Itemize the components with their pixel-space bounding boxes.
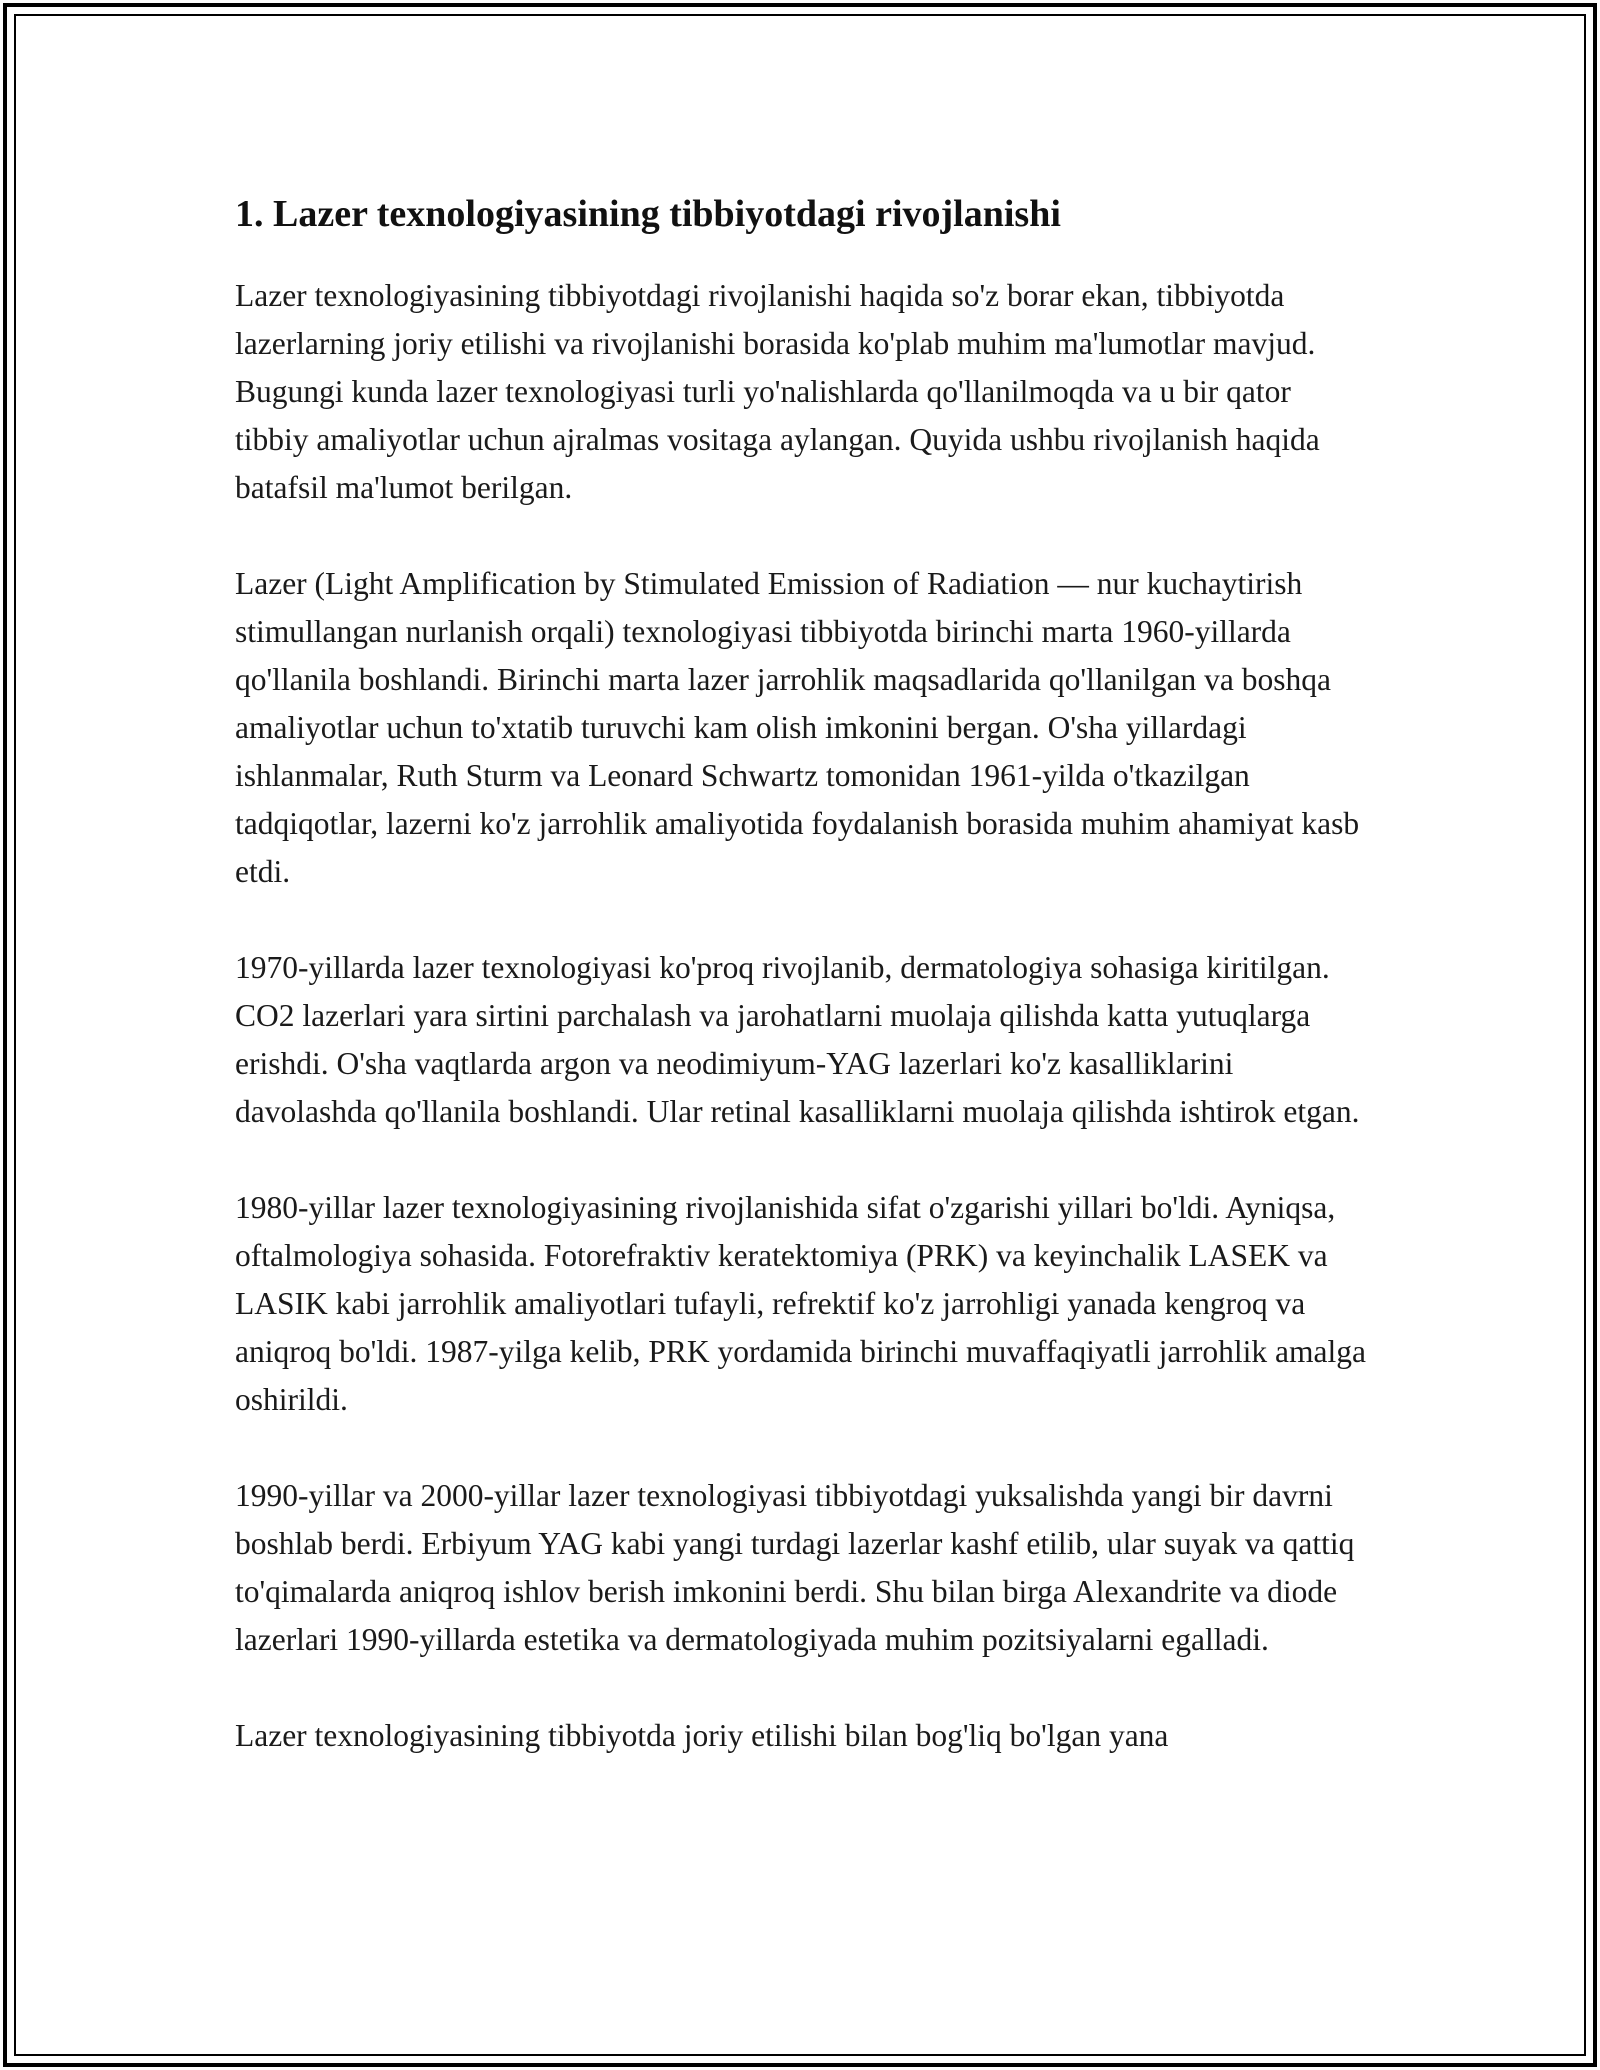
document-body: [235, 186, 1370, 1808]
paragraph-continuation: Lazer texnologiyasining tibbiyotda joriy etilishi bilan bog'liq bo'lgan yana: [235, 1718, 1169, 1753]
paragraph-1960s: Lazer (Light Amplification by Stimulated Emission of Radiation — nur kuchaytirish stimullangan nurlanish orqali) texnologiyasi tibbiyotda birinchi marta 1960-yillarda qo'llanila boshlandi. Birinchi marta lazer jarrohlik maqsadlarida qo'llanilgan va boshqa amaliyotlar uchun to'xtatib turuvchi kam olish imkonini bergan. O'sha yillardagi ishlanmalar, Ruth Sturm va Leonard Schwartz tomonidan 1961-yilda o'tkazilgan tadqiqotlar, lazerni ko'z jarrohlik amaliyotida foydalanish borasida muhim ahamiyat kasb etdi.: [235, 566, 1360, 889]
paragraph-intro: Lazer texnologiyasining tibbiyotdagi rivojlanishi haqida so'z borar ekan, tibbiyotda lazerlarning joriy etilishi va rivojlanishi borasida ko'plab muhim ma'lumotlar mavjud. Bugungi kunda lazer texnologiyasi turli yo'nalishlarda qo'llanilmoqda va u bir qator tibbiy amaliyotlar uchun ajralmas vositaga aylangan. Quyida ushbu rivojlanish haqida batafsil ma'lumot berilgan.: [235, 278, 1320, 505]
section-heading: 1. Lazer texnologiyasining tibbiyotdagi rivojlanishi: [235, 193, 1061, 235]
paragraph-1990s-2000s: 1990-yillar va 2000-yillar lazer texnologiyasi tibbiyotdagi yuksalishda yangi bir davrni boshlab berdi. Erbiyum YAG kabi yangi turdagi lazerlar kashf etilib, ular suyak va qattiq to'qimalarda aniqroq ishlov berish imkonini berdi. Shu bilan birga Alexandrite va diode lazerlari 1990-yillarda estetika va dermatologiyada muhim pozitsiyalarni egalladi.: [235, 1478, 1355, 1657]
paragraph-1980s: 1980-yillar lazer texnologiyasining rivojlanishida sifat o'zgarishi yillari bo'ldi. Ayniqsa, oftalmologiya sohasida. Fotorefraktiv keratektomiya (PRK) va keyinchalik LASEK va LASIK kabi jarrohlik amaliyotlari tufayli, refrektif ko'z jarrohligi yanada kengroq va aniqroq bo'ldi. 1987-yilga kelib, PRK yordamida birinchi muvaffaqiyatli jarrohlik amalga oshirildi.: [235, 1190, 1366, 1417]
paragraph-1970s: 1970-yillarda lazer texnologiyasi ko'proq rivojlanib, dermatologiya sohasiga kiritilgan. CO2 lazerlari yara sirtini parchalash va jarohatlarni muolaja qilishda katta yutuqlarga erishdi. O'sha vaqtlarda argon va neodimiyum-YAG lazerlari ko'z kasalliklarini davolashda qo'llanila boshlandi. Ular retinal kasalliklarni muolaja qilishda ishtirok etgan.: [235, 950, 1360, 1129]
